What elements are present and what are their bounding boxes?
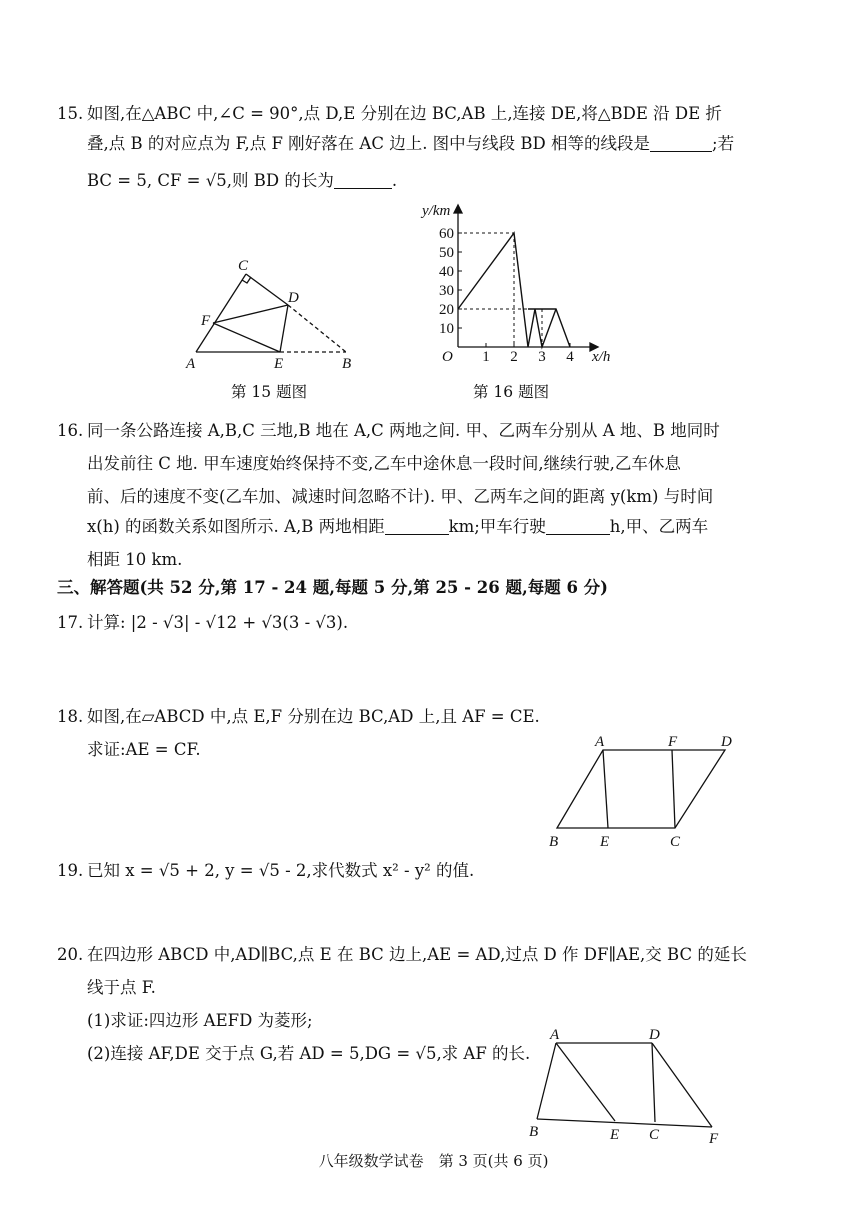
fig20-label-e: E: [610, 1127, 620, 1143]
q19-text: 已知 x = √5 + 2, y = √5 - 2,求代数式 x² - y² 的值.: [87, 861, 475, 880]
fig15-label-d: D: [288, 290, 299, 306]
x-axis-label: x/h: [592, 349, 611, 365]
fig18-label-c: C: [670, 834, 681, 850]
fig16-caption: 第 16 题图: [473, 383, 550, 401]
q16-line4-b: km;甲车行驶: [448, 517, 546, 536]
y-tick-label: 60: [439, 226, 454, 242]
y-axis-arrow: [454, 205, 462, 213]
q20-number: 20.: [57, 945, 84, 964]
figure-18: [545, 735, 755, 850]
origin-label: O: [442, 349, 453, 365]
fig18-label-b: B: [549, 834, 559, 850]
q16-line4: [87, 516, 708, 538]
x-tick-label: 4: [566, 349, 574, 365]
y-tick-label: 10: [439, 321, 454, 337]
y-tick-label: 50: [439, 245, 454, 261]
figure-16-chart: [420, 200, 620, 375]
fig18-label-a: A: [595, 734, 605, 750]
x-tick-label: 3: [538, 349, 546, 365]
q20-part1: (1)求证:四边形 AEFD 为菱形;: [87, 1011, 313, 1030]
q19-number: 19.: [57, 861, 84, 880]
fig15-caption: 第 15 题图: [231, 383, 308, 401]
q18-line1: 如图,在▱ABCD 中,点 E,F 分别在边 BC,AD 上,且 AF = CE.: [87, 707, 540, 726]
fig15-label-c: C: [238, 258, 249, 274]
section-3-header: 三、解答题(共 52 分,第 17 - 24 题,每题 5 分,第 25 - 26 题,每题 6 分): [57, 578, 608, 597]
q16-line4-a: x(h) 的函数关系如图所示. A,B 两地相距: [87, 517, 385, 536]
q15-line2-text: 叠,点 B 的对应点为 F,点 F 刚好落在 AC 边上. 图中与线段 BD 相等的线段是: [87, 134, 651, 153]
y-tick-label: 30: [439, 283, 454, 299]
q15-line3: [87, 170, 397, 192]
q15-line1: 如图,在△ABC 中,∠C = 90°,点 D,E 分别在边 BC,AB 上,连接 DE,将△BDE 沿 DE 折: [87, 104, 722, 123]
y-tick-label: 40: [439, 264, 454, 280]
q17-text: 计算: |2 - √3| - √12 + √3(3 - √3).: [87, 613, 349, 632]
q16-line5: 相距 10 km.: [87, 550, 183, 569]
q16-blank-1[interactable]: [385, 518, 449, 535]
x-tick-label: 1: [482, 349, 490, 365]
y-axis-label: y/km: [422, 203, 451, 219]
fig18-label-f: F: [668, 734, 678, 750]
fig20-label-a: A: [550, 1027, 560, 1043]
fig20-label-b: B: [529, 1124, 539, 1140]
q20-line2: 线于点 F.: [87, 978, 156, 997]
series-line-1: [458, 233, 556, 347]
fig20-label-f: F: [709, 1131, 719, 1147]
q16-line1: 同一条公路连接 A,B,C 三地,B 地在 A,C 两地之间. 甲、乙两车分别从 A 地、B 地同时: [87, 421, 720, 440]
q15-line2-end: ;若: [712, 134, 735, 153]
fig20-label-c: C: [649, 1127, 660, 1143]
y-tick-label: 20: [439, 302, 454, 318]
q20-line1: 在四边形 ABCD 中,AD∥BC,点 E 在 BC 边上,AE = AD,过点 D 作 DF∥AE,交 BC 的延长: [87, 945, 747, 964]
fig18-label-e: E: [600, 834, 610, 850]
q16-blank-2[interactable]: [546, 518, 610, 535]
q16-line3: 前、后的速度不变(乙车加、减速时间忽略不计). 甲、乙两车之间的距离 y(km) 与时间: [87, 487, 714, 506]
q18-line2: 求证:AE = CF.: [87, 740, 201, 759]
q15-blank-1[interactable]: [650, 135, 712, 152]
q15-line2: [87, 133, 734, 155]
q15-blank-2[interactable]: [334, 172, 392, 189]
q15-line3-end: .: [391, 171, 398, 190]
figure-20: [525, 1025, 725, 1145]
q20-part2: (2)连接 AF,DE 交于点 G,若 AD = 5,DG = √5,求 AF 的长.: [87, 1044, 531, 1063]
q16-number: 16.: [57, 421, 84, 440]
q17-number: 17.: [57, 613, 84, 632]
x-tick-label: 2: [510, 349, 518, 365]
q16-line4-c: h,甲、乙两车: [609, 517, 709, 536]
figure-15: [180, 258, 370, 378]
q18-number: 18.: [57, 707, 84, 726]
fig15-label-e: E: [274, 356, 284, 372]
q15-line3-text: BC = 5, CF = √5,则 BD 的长为: [87, 171, 334, 190]
fig20-label-d: D: [649, 1027, 660, 1043]
fig15-label-a: A: [186, 356, 196, 372]
q15-number: 15.: [57, 104, 84, 123]
fig15-label-b: B: [342, 356, 352, 372]
fig18-label-d: D: [721, 734, 732, 750]
page-footer: 八年级数学试卷 第 3 页(共 6 页): [318, 1152, 549, 1170]
q16-line2: 出发前往 C 地. 甲车速度始终保持不变,乙车中途休息一段时间,继续行驶,乙车休息: [87, 454, 681, 473]
fig15-label-f: F: [201, 313, 211, 329]
